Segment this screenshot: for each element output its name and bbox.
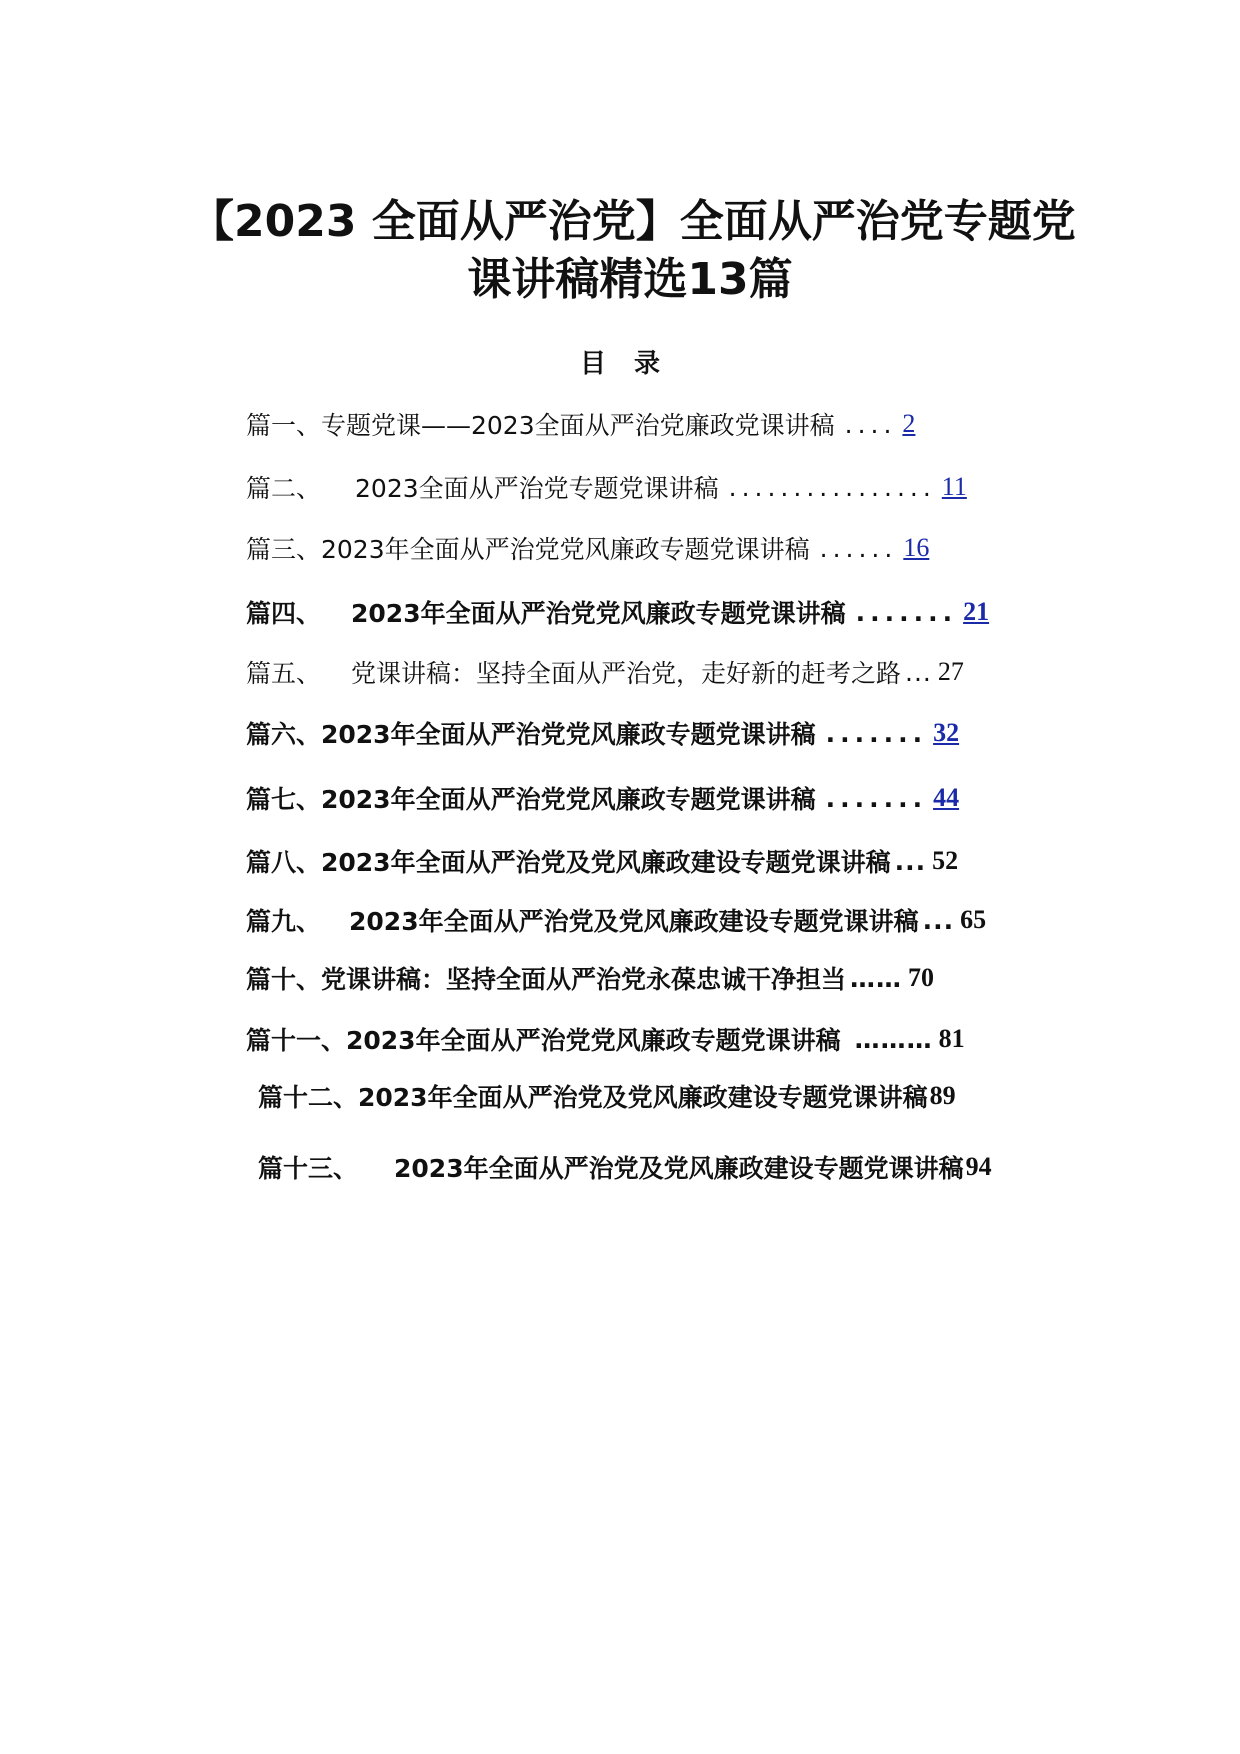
toc-entry-13[interactable] xyxy=(258,1145,992,1189)
toc-page-number: 65 xyxy=(960,905,987,934)
toc-leader: …… xyxy=(850,963,903,993)
toc-leader: ....... xyxy=(825,783,928,813)
toc-entry-10[interactable] xyxy=(246,956,934,1000)
toc-entry-label: 篇十一、2023年全面从严治党党风廉政专题党课讲稿 xyxy=(246,1026,841,1055)
toc-entry-label-rest: 2023年全面从严治党党风廉政专题党课讲稿 xyxy=(351,599,846,628)
toc-page-number: 89 xyxy=(929,1081,956,1110)
toc-entry-label-rest: 2023年全面从严治党及党风廉政建设专题党课讲稿 xyxy=(394,1154,964,1183)
toc-page-number: 70 xyxy=(908,963,935,992)
toc-entry-label: 篇一、专题党课——2023全面从严治党廉政党课讲稿 xyxy=(246,411,835,440)
toc-leader: ................ xyxy=(728,472,936,502)
toc-entry-label: 篇十二、2023年全面从严治党及党风廉政建设专题党课讲稿 xyxy=(258,1083,928,1112)
toc-leader: ....... xyxy=(855,597,958,627)
toc-entry-label: 篇六、2023年全面从严治党党风廉政专题党课讲稿 xyxy=(246,720,816,749)
document-title-line-1: 【2023 全面从严治党】全面从严治党专题党 xyxy=(190,196,1076,247)
toc-entry-label: 篇十、党课讲稿：坚持全面从严治党永葆忠诚干净担当 xyxy=(246,965,847,994)
toc-entry-label: 篇三、2023年全面从严治党党风廉政专题党课讲稿 xyxy=(246,535,810,564)
toc-entry-label: 篇七、2023年全面从严治党党风廉政专题党课讲稿 xyxy=(246,785,816,814)
toc-page-link[interactable]: 44 xyxy=(933,783,960,812)
toc-entry-8[interactable] xyxy=(246,839,958,883)
toc-entry-4[interactable] xyxy=(246,590,989,634)
toc-entry-label: 篇二、 xyxy=(246,474,322,503)
toc-heading-text: 目录 xyxy=(579,349,688,379)
toc-entry-6[interactable] xyxy=(246,711,959,755)
toc-leader: ……… xyxy=(854,1024,933,1054)
toc-entry-12[interactable] xyxy=(258,1074,956,1118)
toc-entry-label: 篇五、 xyxy=(246,659,322,688)
toc-page-link[interactable]: 2 xyxy=(902,409,916,438)
toc-entry-5[interactable] xyxy=(246,650,964,694)
document-title-line-2: 课讲稿精选13篇 xyxy=(467,254,793,305)
toc-entry-label: 篇四、 xyxy=(246,599,322,628)
toc-page-number: 27 xyxy=(937,657,964,686)
toc-page-number: 94 xyxy=(965,1152,992,1181)
toc-leader: .... xyxy=(844,409,897,439)
toc-entry-label-rest: 2023年全面从严治党及党风廉政建设专题党课讲稿 xyxy=(349,907,919,936)
toc-heading xyxy=(0,346,1240,382)
toc-entry-3[interactable] xyxy=(246,526,929,570)
toc-entry-label-rest: 党课讲稿：坚持全面从严治党，走好新的赶考之路 xyxy=(351,659,902,688)
toc-page-number: 81 xyxy=(938,1024,965,1053)
toc-entry-label: 篇九、 xyxy=(246,907,322,936)
toc-entry-7[interactable] xyxy=(246,776,959,820)
toc-entry-1[interactable] xyxy=(246,402,915,446)
toc-entry-label-rest: 2023全面从严治党专题党课讲稿 xyxy=(355,474,719,503)
toc-leader: ... xyxy=(894,846,927,876)
toc-page-link[interactable]: 21 xyxy=(963,597,990,626)
toc-entry-9[interactable] xyxy=(246,898,986,942)
toc-page-link[interactable]: 11 xyxy=(941,472,967,501)
toc-page-link[interactable]: 32 xyxy=(933,718,960,747)
toc-leader: ....... xyxy=(825,718,928,748)
toc-entry-label: 篇十三、 xyxy=(258,1154,359,1183)
toc-leader: ... xyxy=(905,657,932,687)
toc-leader: ... xyxy=(922,905,955,935)
toc-entry-label: 篇八、2023年全面从严治党及党风廉政建设专题党课讲稿 xyxy=(246,848,891,877)
toc-page-link[interactable]: 16 xyxy=(903,533,930,562)
toc-entry-11[interactable] xyxy=(246,1017,965,1061)
toc-leader: ...... xyxy=(819,533,898,563)
toc-entry-2[interactable] xyxy=(246,465,967,509)
toc-page-number: 52 xyxy=(932,846,959,875)
